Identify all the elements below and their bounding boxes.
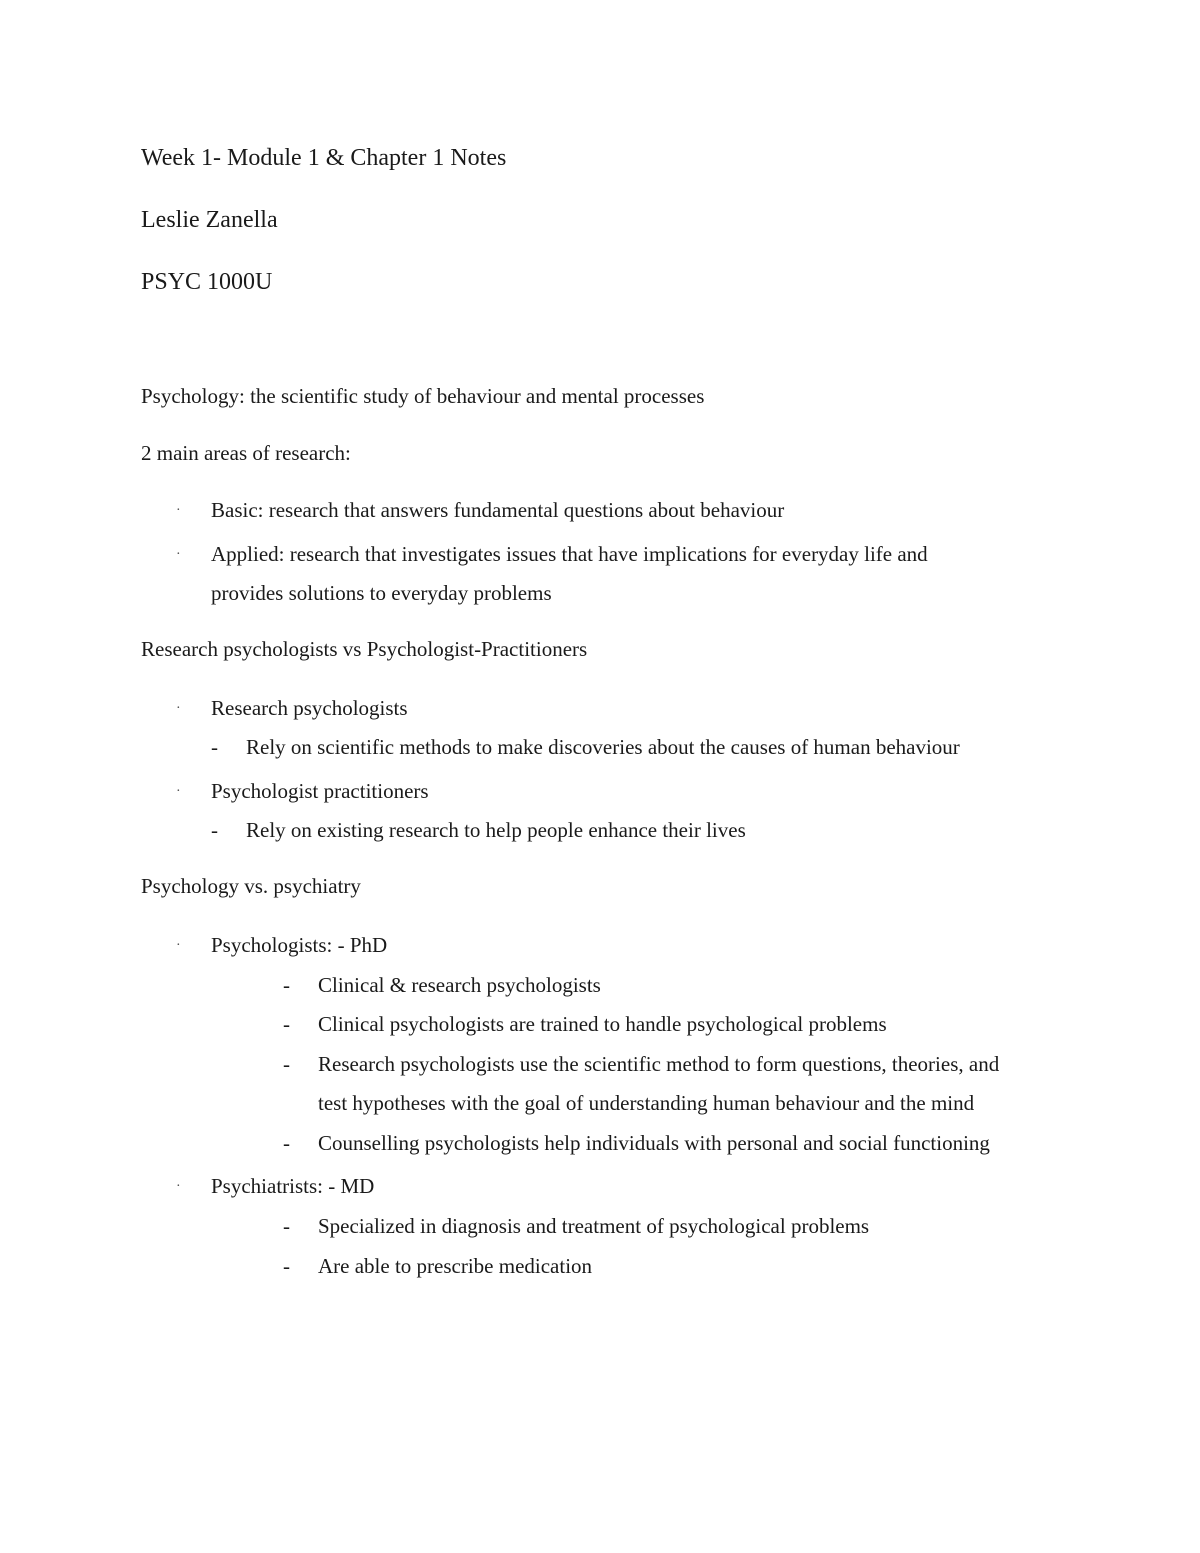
research-areas-heading: 2 main areas of research: (141, 441, 351, 465)
dash-marker: - (283, 1131, 290, 1155)
psychiatrists-detail: Are able to prescribe medication (318, 1254, 593, 1278)
dash-marker: - (283, 1052, 290, 1076)
psychologists-detail: Clinical psychologists are trained to handle psychological problems (318, 1012, 887, 1036)
dash-marker: - (211, 735, 218, 759)
psychologists-detail-continued: test hypotheses with the goal of understanding human behaviour and the mind (318, 1091, 975, 1115)
psychologist-practitioners-item: Psychologist practitioners (211, 779, 429, 803)
research-psychologists-detail: Rely on scientific methods to make discoveries about the causes of human behaviour (246, 735, 960, 759)
applied-research-item: Applied: research that investigates issues that have implications for everyday life and (211, 542, 928, 566)
psychology-definition: Psychology: the scientific study of behaviour and mental processes (141, 384, 705, 408)
bullet-marker: · (176, 701, 181, 716)
dash-marker: - (283, 1012, 290, 1036)
bullet-marker: · (176, 784, 181, 799)
psychologist-practitioners-detail: Rely on existing research to help people enhance their lives (246, 818, 746, 842)
bullet-marker: · (176, 503, 181, 518)
author-name: Leslie Zanella (141, 207, 278, 233)
applied-research-item-continued: provides solutions to everyday problems (211, 581, 552, 605)
psychologists-detail: Clinical & research psychologists (318, 973, 601, 997)
course-code: PSYC 1000U (141, 269, 273, 295)
dash-marker: - (283, 1214, 290, 1238)
document-title: Week 1- Module 1 & Chapter 1 Notes (141, 145, 507, 171)
dash-marker: - (283, 1254, 290, 1278)
psychiatrists-detail: Specialized in diagnosis and treatment of psychological problems (318, 1214, 870, 1238)
psychiatrists-item: Psychiatrists: - MD (211, 1174, 375, 1198)
basic-research-item: Basic: research that answers fundamental questions about behaviour (211, 498, 785, 522)
psychologists-detail: Counselling psychologists help individuals with personal and social functioning (318, 1131, 990, 1155)
bullet-marker: · (176, 1179, 181, 1194)
dash-marker: - (283, 973, 290, 997)
section-heading-research-vs-practitioners: Research psychologists vs Psychologist-Practitioners (141, 637, 588, 661)
psychologists-item: Psychologists: - PhD (211, 933, 388, 957)
section-heading-psychology-vs-psychiatry: Psychology vs. psychiatry (141, 874, 361, 898)
dash-marker: - (211, 818, 218, 842)
bullet-marker: · (176, 938, 181, 953)
bullet-marker: · (176, 547, 181, 562)
research-psychologists-item: Research psychologists (211, 696, 408, 720)
psychologists-detail: Research psychologists use the scientific method to form questions, theories, and (318, 1052, 1000, 1076)
